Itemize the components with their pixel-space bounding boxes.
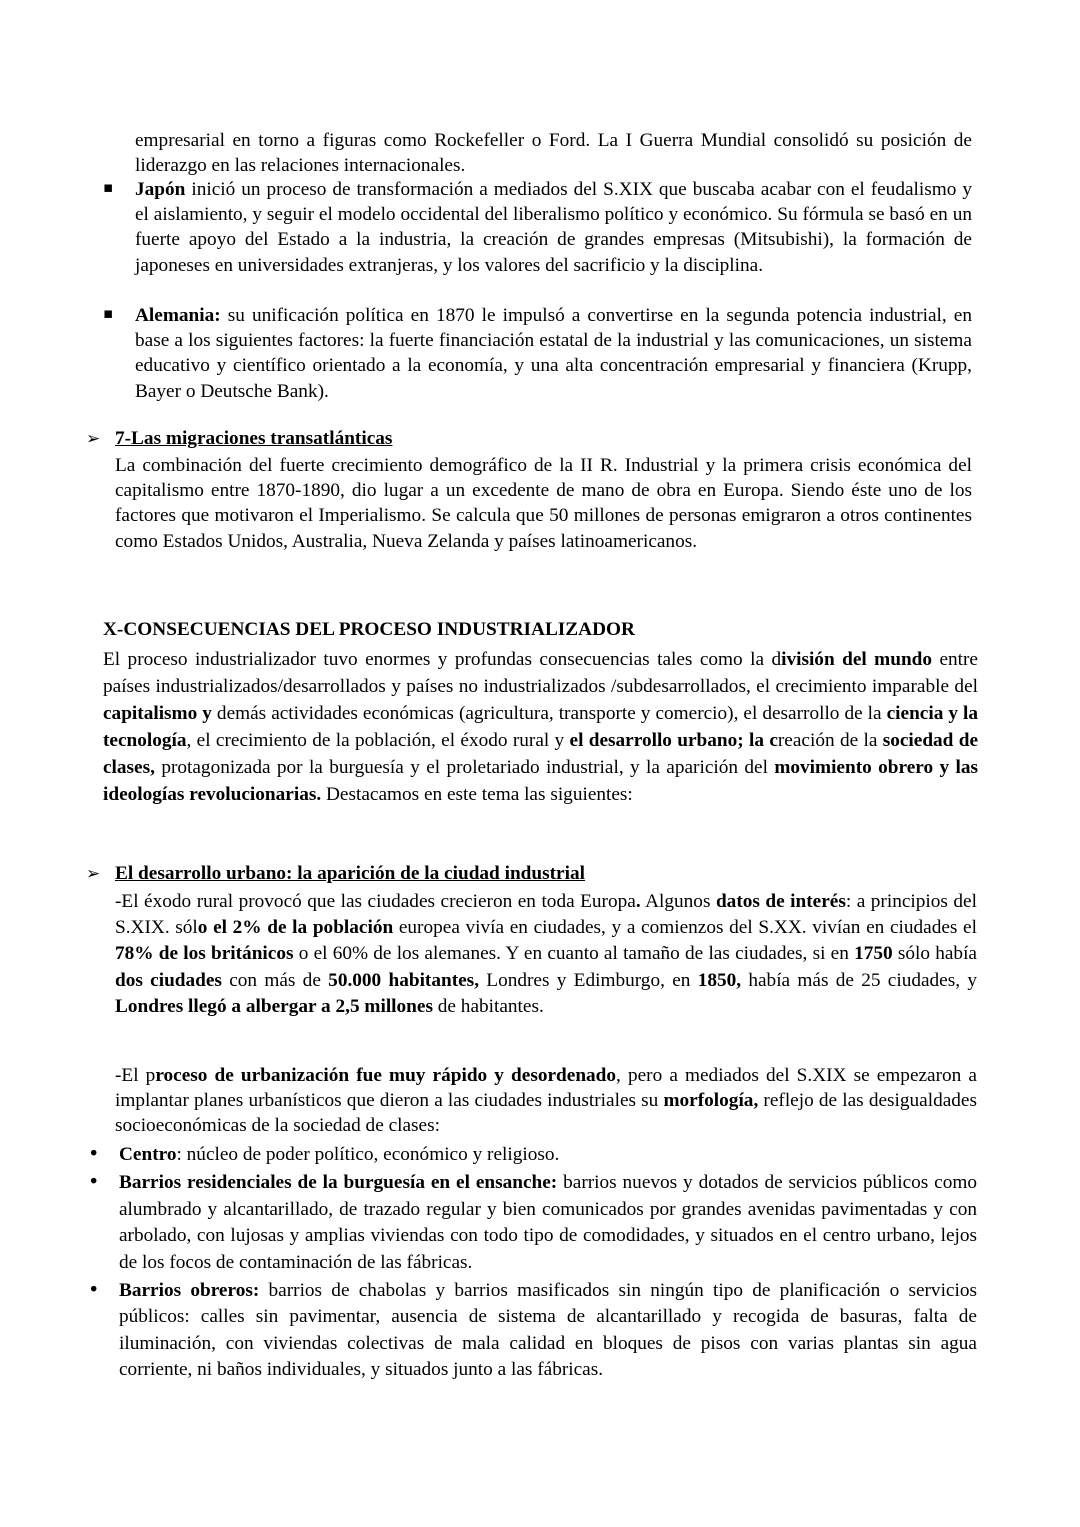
text: , pero a mediados del S.XIX se empezaron a implantar planes urbanísticos que dieron a las ciudades industriales su [115, 1065, 977, 1112]
bold-text: 1850, [697, 969, 742, 991]
text: inició un proceso de transformación a mediados del S.XIX que buscaba acabar con el feudalismo y el aislamiento, y seguir el modelo occidental del liberalismo político y económico. Su fórmula se basó en un fuerte apoyo del Estado a la industria, la creación de grandes empresas (Mitsubishi), la formación de japoneses en universidades extranjeras, y los valores del sacrificio y la disciplina. [135, 179, 972, 276]
square-bullet-icon: ▪ [103, 304, 114, 322]
bold-text: sociedad de clases, [103, 730, 979, 778]
text: : núcleo de poder político, económico y religioso. [176, 1144, 560, 1165]
bold-text: Londres llegó a albergar a 2,5 millones [115, 995, 433, 1017]
section-x-body [103, 646, 978, 808]
bold-text: capitalismo y [103, 703, 212, 724]
text: -El p [115, 1065, 156, 1086]
arrow-bullet-icon: ➢ [86, 864, 101, 884]
dot-bullet-icon: • [88, 1278, 100, 1301]
text: demás actividades económicas (agricultura, transporte y comercio), el desarrollo de la [211, 703, 887, 724]
bold-text: 50.000 habitantes, [328, 969, 480, 991]
bold-text: Centro [119, 1144, 177, 1165]
arrow-bullet-icon: ➢ [86, 429, 101, 449]
text: El proceso industrializador tuvo enormes y profundas consecuencias tales como la d [103, 649, 782, 670]
square-bullet-icon: ▪ [103, 178, 114, 196]
text: Londres y Edimburgo, en [479, 969, 698, 991]
text: barrios de chabolas y barrios masificados sin ningún tipo de planificación o servicios públicos: calles sin pavimentar, ausencia de sistema de alcantarillado y recogida de basuras, falta de iluminación, con viviendas colectivas de mala calidad en bloques de pisos con varias plantas sin agua corriente, ni baños individuales, y situados junto a las fábricas. [119, 1280, 977, 1381]
bold-text: Japón [135, 179, 186, 200]
bullet-centro [119, 1142, 977, 1169]
text: o el 60% de los alemanes. Y en cuanto al tamaño de las ciudades, si en [293, 943, 855, 965]
bold-text: . [635, 891, 641, 912]
text: La combinación del fuerte crecimiento demográfico de la II R. Industrial y la primera crisis económica del capitalismo entre 1870-1890, dio lugar a un excedente de mano de obra en Europa. Siendo éste uno de los factores que motivaron el Imperialismo. Se calcula que 50 millones de personas emigraron a otros continentes como Estados Unidos, Australia, Nueva Zelanda y países latinoamericanos. [115, 455, 972, 552]
text: de habitantes. [432, 995, 544, 1017]
text: su unificación política en 1870 le impulsó a convertirse en la segunda potencia industrial, en base a los siguientes factores: la fuerte financiación estatal de la industrial y las comunicaciones, un sistema educativo y científico orientado a la economía, y una alta concentración empresarial y financiera (Krupp, Bayer o Deutsche Bank). [135, 305, 972, 402]
section-7-heading: 7-Las migraciones transatlánticas [115, 428, 393, 449]
bold-text: movimiento obrero y las ideologías revolucionarias. [103, 757, 978, 805]
urban-heading: El desarrollo urbano: la aparición de la ciudad industrial [115, 863, 585, 884]
text: Algunos [640, 891, 716, 912]
urban-paragraph-2 [115, 1063, 977, 1139]
bold-text: Barrios residenciales de la burguesía en el ensanche: [119, 1172, 558, 1193]
text: entre países industrializados/desarrollados y países no industrializados /subdesarrollados, el crecimiento imparable del [103, 649, 978, 697]
bold-text: dos ciudades [115, 969, 222, 991]
text: reflejo de las desigualdades socioeconómicas de la sociedad de clases: [115, 1090, 977, 1137]
text: , el crecimiento de la población, el éxodo rural y [186, 730, 570, 751]
section-x-heading: X-CONSECUENCIAS DEL PROCESO INDUSTRIALIZADOR [103, 619, 635, 640]
text: protagonizada por la burguesía y el proletariado industrial, y la aparición del [154, 757, 775, 778]
text: europea vivía en ciudades, y a comienzos del S.XX. vivían en ciudades el [393, 917, 977, 939]
text: empresarial en torno a figuras como Rockefeller o Ford. La I Guerra Mundial consolidó su posición de liderazgo en las relaciones internacionales. [135, 130, 972, 177]
bold-text: Alemania: [135, 305, 221, 326]
bullet-obreros [119, 1278, 977, 1384]
bold-text: 78% de los británicos [115, 943, 294, 965]
bold-text: ciencia y la tecnología [103, 703, 978, 751]
bold-text: roceso de urbanización fue muy rápido y desordenado [155, 1065, 617, 1086]
bullet-japon [135, 177, 972, 278]
dot-bullet-icon: • [88, 1142, 100, 1165]
text: reación de la [777, 730, 883, 751]
text: con más de [221, 969, 329, 991]
bold-text: datos de interés [715, 891, 846, 912]
text: barrios nuevos y dotados de servicios públicos como alumbrado y alcantarillado, de trazado regular y bien comunicados por grandes avenidas pavimentadas y con arbolado, con lujosas y amplias viviendas con todo tipo de comodidades, y situados en el centro urbano, lejos de los focos de contaminación de las fábricas. [119, 1172, 978, 1273]
bullet-burguesia [119, 1170, 977, 1276]
bold-text: o el 2% de la población [197, 917, 394, 939]
bold-text: el desarrollo urbano; la c [569, 730, 778, 751]
bold-text: ivisión del mundo [781, 649, 933, 670]
bullet-alemania [135, 303, 972, 404]
paragraph-usa-continuation [135, 128, 972, 178]
bold-text: Barrios obreros: [119, 1280, 260, 1301]
text: : a principios del S.XIX. sól [115, 891, 977, 939]
section-7-body [115, 453, 972, 554]
text: había más de 25 ciudades, y [741, 969, 977, 991]
bold-text: morfología, [663, 1090, 759, 1112]
dot-bullet-icon: • [88, 1170, 100, 1193]
text: Destacamos en este tema las siguientes: [321, 784, 633, 805]
urban-paragraph-1 [115, 889, 977, 1020]
text: -El éxodo rural provocó que las ciudades crecieron en toda Europa [115, 891, 636, 912]
bold-text: 1750 [854, 943, 893, 965]
text: sólo había [892, 943, 977, 965]
